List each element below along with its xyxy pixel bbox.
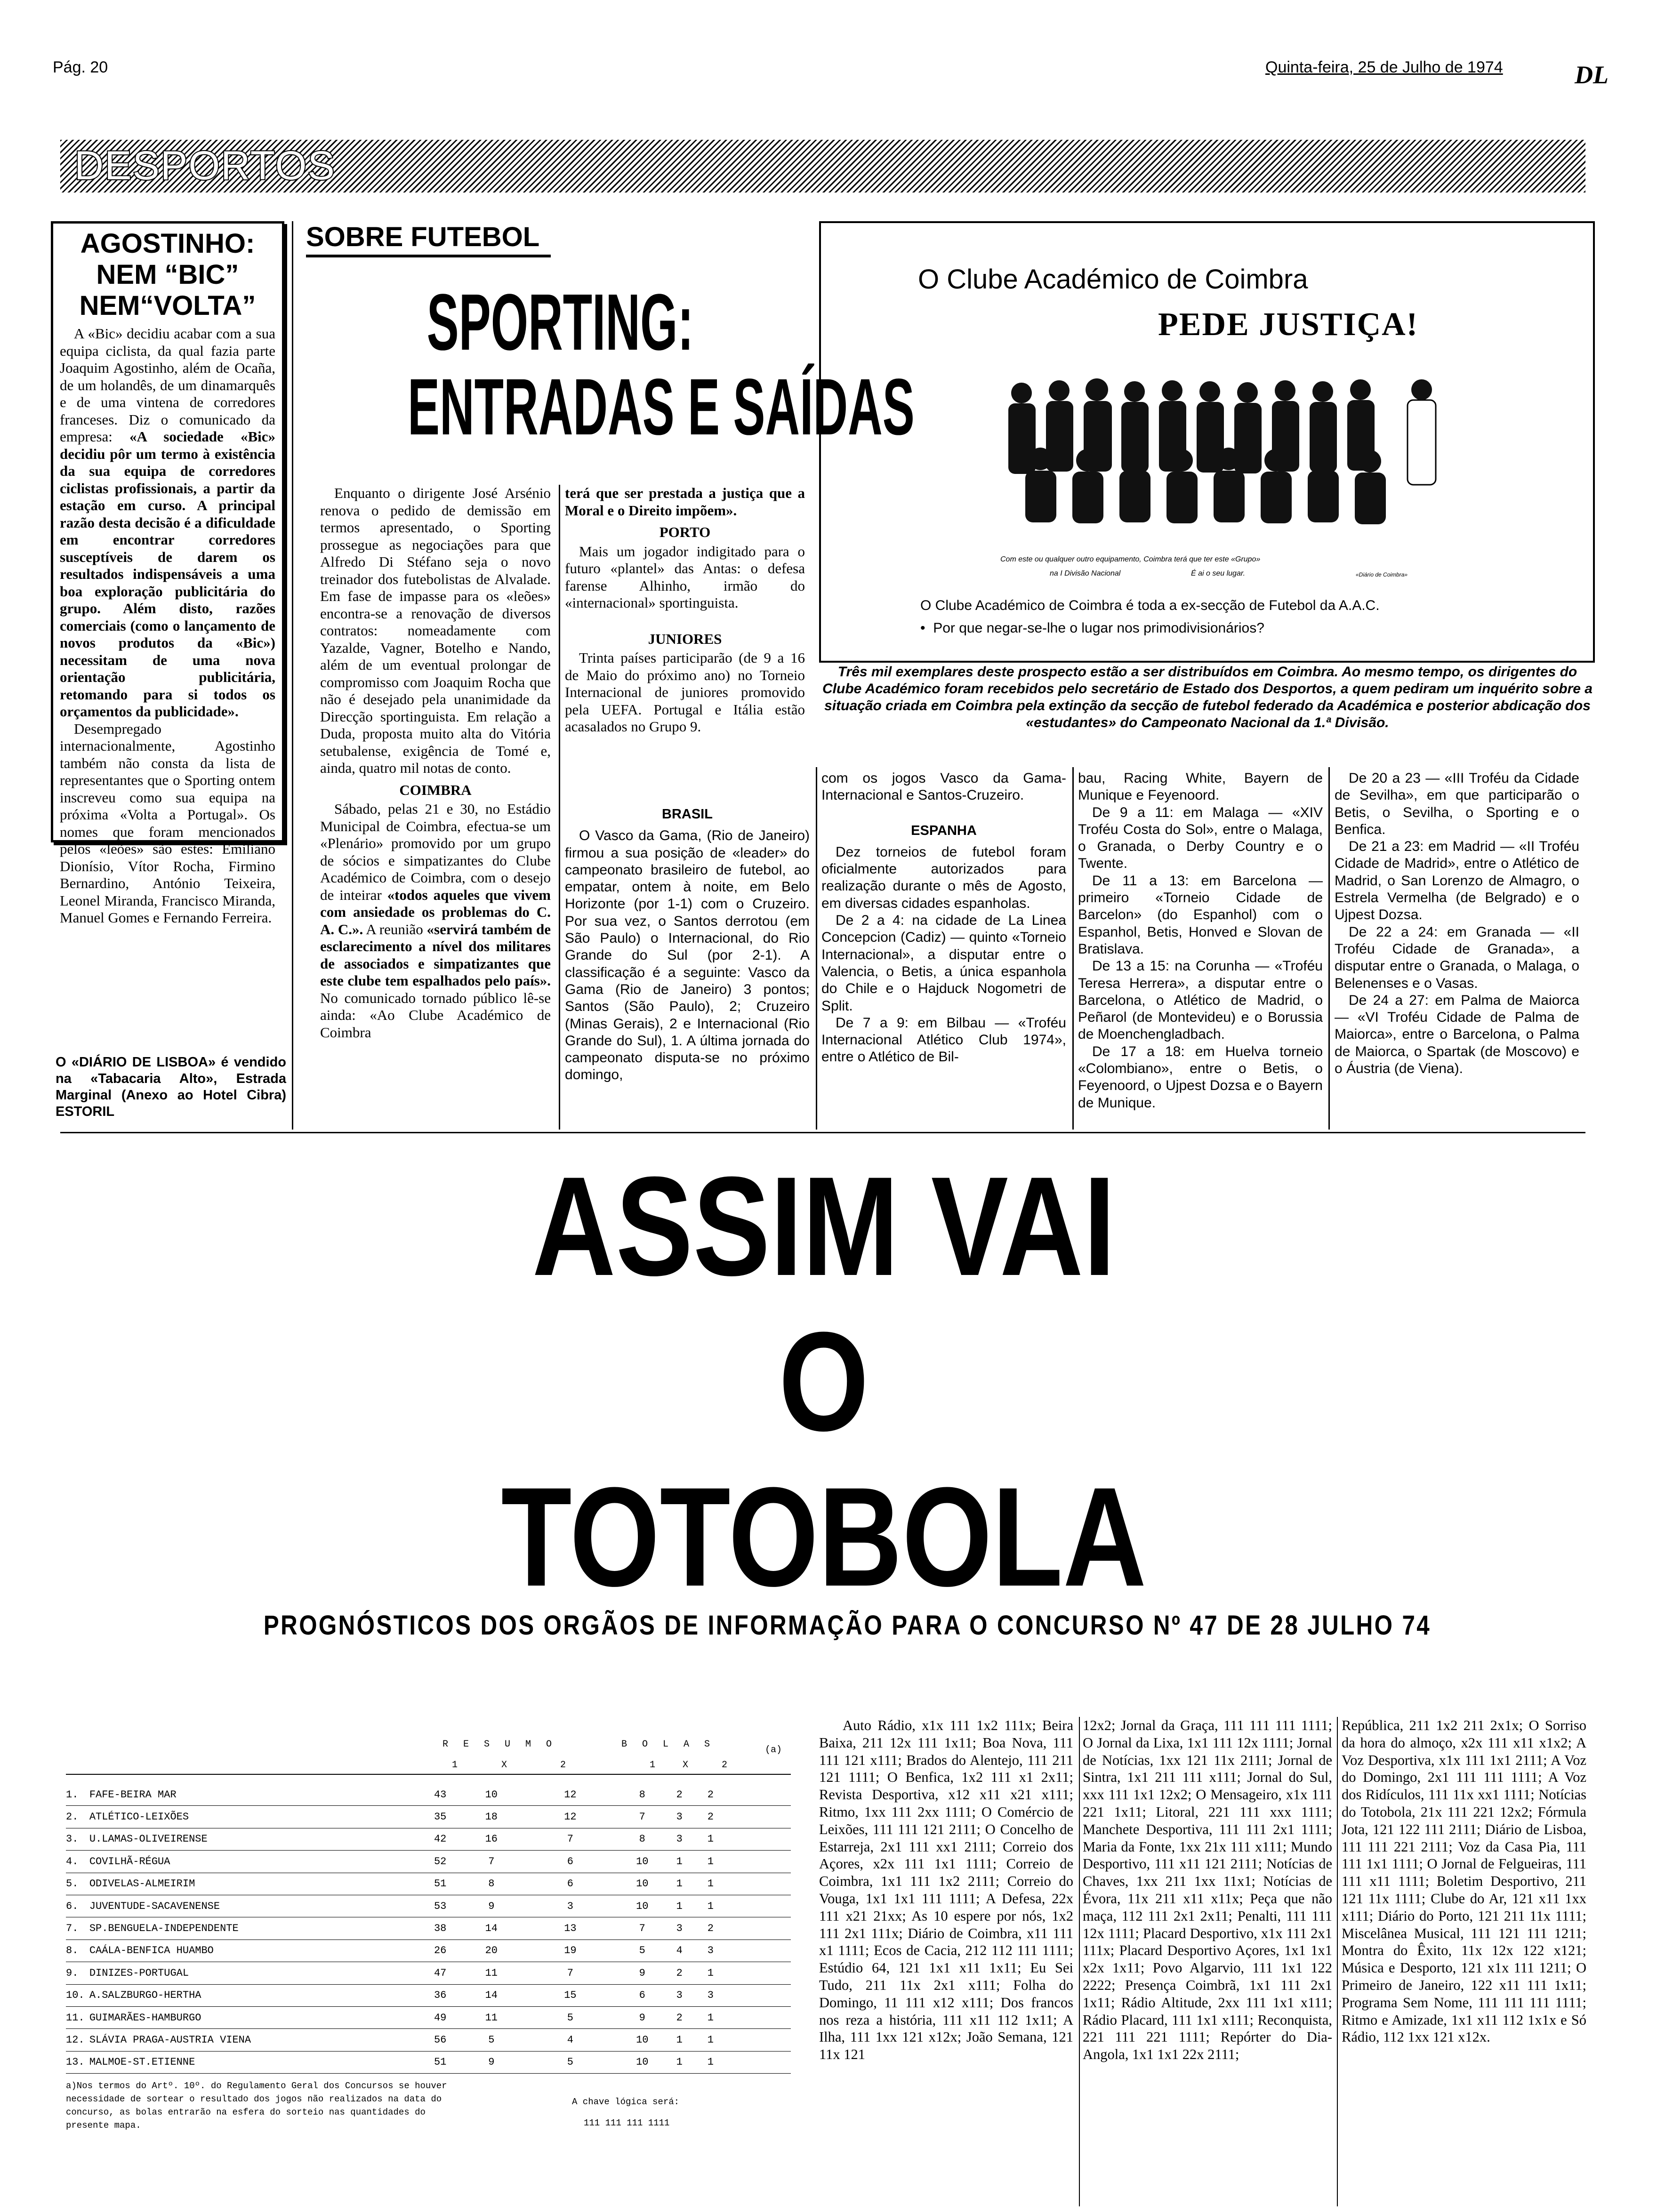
cell-bx: 2	[661, 1784, 698, 1806]
sporting-headline: SPORTING: ENTRADAS E SAÍDAS	[408, 278, 915, 452]
column-rule	[1079, 1717, 1080, 2206]
cell-r2: 5	[517, 2051, 624, 2073]
page-date: Quinta-feira, 25 de Julho de 1974	[1265, 58, 1503, 76]
cell-n: 10.	[66, 1984, 89, 2006]
agostinho-title: AGOSTINHO: NEM “BIC” NEM“VOLTA”	[79, 228, 256, 321]
cell-rx: 10	[466, 1784, 517, 1806]
academica-line-1: O Clube Académico de Coimbra é toda a ex-secção de Futebol da A.A.C.	[920, 598, 1380, 613]
cell-n: 9.	[66, 1962, 89, 1984]
key-label: A chave lógica será:	[572, 2097, 680, 2107]
table-row	[66, 2051, 791, 2073]
cell-bx: 3	[661, 1806, 698, 1828]
cell-b1: 10	[624, 2051, 661, 2073]
cell-b1: 10	[624, 1895, 661, 1917]
results-table	[66, 1784, 791, 2074]
page-number: Pág. 20	[53, 58, 108, 76]
cell-r1: 53	[415, 1895, 466, 1917]
cell-match: GUIMARÃES-HAMBURGO	[89, 2006, 415, 2028]
cell-bx: 3	[661, 1984, 698, 2006]
cell-b2: 2	[698, 1806, 791, 1828]
photo-caption-3: É ai o seu lugar.	[1191, 569, 1246, 577]
cell-b2: 1	[698, 2051, 791, 2073]
cell-r2: 12	[517, 1806, 624, 1828]
cell-b1: 10	[624, 1851, 661, 1873]
table-row	[66, 2029, 791, 2051]
cell-match: DINIZES-PORTUGAL	[89, 1962, 415, 1984]
cell-r1: 52	[415, 1851, 466, 1873]
cell-match: JUVENTUDE-SACAVENENSE	[89, 1895, 415, 1917]
table-row	[66, 1873, 791, 1895]
cell-rx: 14	[466, 1984, 517, 2006]
cell-r1: 43	[415, 1784, 466, 1806]
cell-n: 13.	[66, 2051, 89, 2073]
table-row	[66, 1940, 791, 1962]
cell-bx: 1	[661, 2051, 698, 2073]
cell-bx: 2	[661, 1962, 698, 1984]
cell-bx: 2	[661, 2006, 698, 2028]
cell-b2: 1	[698, 2006, 791, 2028]
cell-r1: 42	[415, 1828, 466, 1850]
table-row	[66, 1917, 791, 1940]
cell-rx: 11	[466, 1962, 517, 1984]
cell-b1: 10	[624, 2029, 661, 2051]
cell-rx: 16	[466, 1828, 517, 1850]
cell-match: ATLÉTICO-LEIXÕES	[89, 1806, 415, 1828]
cell-n: 4.	[66, 1851, 89, 1873]
cell-n: 5.	[66, 1873, 89, 1895]
cell-n: 2.	[66, 1806, 89, 1828]
cell-r1: 35	[415, 1806, 466, 1828]
cell-bx: 1	[661, 2029, 698, 2051]
cell-r1: 51	[415, 2051, 466, 2073]
sporting-col1: Enquanto o dirigente José Arsénio renova o pedido de demissão em termos apresentado, o Sporting prossegue as negociações para que Alfredo Di Stéfano seja o novo treinador dos futebolistas de Alvalade. Em fase de impasse para os «leões» encontra-se a renovação de diversos contratos: nomeadamente com Yazalde, Vagner, Botelho e Nando, além de um eventual prolongar de compromisso com Joaquim Rocha que não é desejado pela unanimidade da Direcção sportinguista. Em relação a Duda, proposta muito alta do Vitória setubalense, exigência de Tomé e, ainda, quatro mil notas de conto. COIMBRA Sábado, pelas 21 e 30, no Estádio Municipal de Coimbra, efectua-se um «Plenário» promovido por um grupo de sócios e simpatizantes do Clube Académico de Coimbra, com o desejo de inteirar «todos aqueles que vivem com ansiedade os problemas do C. A. C.». A reunião «servirá também de esclarecimento a nível dos militares de associados e simpatizantes que este clube tem espalhados pelo país». No comunicado tornado público lê-se ainda: «Ao Clube Académico de Coimbra	[320, 485, 551, 1041]
cell-n: 7.	[66, 1917, 89, 1940]
table-row	[66, 2006, 791, 2028]
prognostics-col3: República, 211 1x2 211 2x1x; O Sorriso da hora do almoço, x2x 111 x11 x1x2; A Voz Desportiva, x1x 111 1x1 2111; A Voz do Domingo, 2x1 111 111 1111; A Voz dos Ridículos, 111 11x xx1 1111; Notícias do Totobola, 21x 111 221 12x2; Fórmula Jota, 121 122 111 2111; Diário de Lisboa, 111 111 221 2111; Voz da Casa Pia, 111 111 1x1 1111; O Jornal de Felgueiras, 111 111 x11 1111; Boletim Desportivo, 211 121 11x 1111; Clube do Ar, 121 x11 1xx x111; Diário do Porto, 121 211 11x 1111; Miscelânea Musical, 111 121 111 1211; Montra do Êxito, 11x 12x 122 x121; Música e Desporto, 121 x1x 111 1211; O Primeiro de Janeiro, 122 x11 111 1x11; Programa Sem Nome, 111 111 111 1111; Ritmo e Amizade, 1x1 x11 112 1x1x e Só Rádio, 112 1xx 121 x12x.	[1342, 1717, 1586, 2045]
prognostics-col1: Auto Rádio, x1x 111 1x2 111x; Beira Baixa, 211 12x 111 1x11; Boa Nova, 111 111 121 x111; Brados do Alentejo, 111 211 121 1111; O Benfica, 1x2 111 x1 2x11; Revista Desportiva, x12 x11 x21 x111; Ritmo, 1xx 111 2xx 1111; O Comércio de Leixões, 111 111 121 2111; O Concelho de Estarreja, 2x1 111 xx1 2111; Correio dos Açores, x2x 111 1x1 1111; Correio de Coimbra, 1x1 111 1x2 2111; Correio do Vouga, 1x1 1x1 111 1111; A Defesa, 22x 111 x21 21xx; As 10 espere por nós, 1x2 111 2x1 111x; Diário de Coimbra, x11 111 x1 1111; Ecos de Cacia, 212 112 111 1111; Estúdio 64, 121 1x1 x11 1x11; Eu Sei Tudo, 211 11x 2x1 x111; Folha do Domingo, 11 111 x12 x111; Dos francos nos reza a história, 111 x11 112 1x11; A Ilha, 111 1xx 121 x12x; João Semana, 121 11x 121	[819, 1717, 1073, 2063]
cell-rx: 20	[466, 1940, 517, 1962]
cell-b2: 1	[698, 2029, 791, 2051]
cell-match: SLÁVIA PRAGA-AUSTRIA VIENA	[89, 2029, 415, 2051]
section-banner	[60, 140, 1585, 192]
cell-n: 3.	[66, 1828, 89, 1850]
cell-r2: 6	[517, 1851, 624, 1873]
table-row	[66, 1984, 791, 2006]
column-rule	[292, 221, 293, 1130]
cell-r2: 7	[517, 1828, 624, 1850]
cell-match: MALMOE-ST.ETIENNE	[89, 2051, 415, 2073]
cell-bx: 4	[661, 1940, 698, 1962]
cell-b1: 8	[624, 1784, 661, 1806]
sporting-col2: terá que ser prestada a justiça que a Moral e o Direito impõem». PORTO Mais um jogador indigitado para o futuro «plantel» das Antas: o defesa farense Alhinho, irmão do «internacional» sportinguista. JUNIORES Trinta países participarão (de 9 a 16 de Maio do próximo ano) no Torneio Internacional de juniores promovido pela UEFA. Portugal e Itália estão acasalados no Grupo 9.	[565, 485, 805, 735]
cell-n: 1.	[66, 1784, 89, 1806]
cell-b1: 5	[624, 1940, 661, 1962]
cell-b1: 6	[624, 1984, 661, 2006]
cell-rx: 9	[466, 2051, 517, 2073]
cell-b1: 9	[624, 1962, 661, 1984]
cell-rx: 7	[466, 1851, 517, 1873]
cell-r2: 15	[517, 1984, 624, 2006]
cell-n: 6.	[66, 1895, 89, 1917]
totobola-subhead: PROGNÓSTICOS DOS ORGÃOS DE INFORMAÇÃO PARA O CONCURSO Nº 47 DE 28 JULHO 74	[263, 1610, 1432, 1641]
cell-r1: 38	[415, 1917, 466, 1940]
cell-rx: 5	[466, 2029, 517, 2051]
cell-b2: 1	[698, 1851, 791, 1873]
table-row	[66, 1851, 791, 1873]
cell-rx: 11	[466, 2006, 517, 2028]
cell-rx: 9	[466, 1895, 517, 1917]
cell-rx: 8	[466, 1873, 517, 1895]
cell-bx: 3	[661, 1917, 698, 1940]
cell-r1: 47	[415, 1962, 466, 1984]
key-value: 111 111 111 1111	[584, 2118, 670, 2128]
newspaper-logo: DL	[1575, 61, 1609, 89]
prognostics-col2: 12x2; Jornal da Graça, 111 111 111 1111; O Jornal da Lixa, 1x1 111 12x 1111; Jornal de Notícias, 1xx 121 11x 2111; Jornal de Sintra, 1x1 211 111 x111; Jornal do Sul, xxx 111 1x1 12x2; O Mensageiro, x1x 111 221 1x11; Litoral, 221 111 xxx 1111; Manchete Desportiva, 111 111 2x1 1111; Maria da Fonte, 1xx 21x 111 x111; Mundo Desportivo, 111 x11 121 2111; Notícias de Chaves, 1xx 211 1xx 11x1; Notícias de Évora, 11x 211 x11 x11x; Peça que não maça, 112 111 2x1 2x11; Penalti, 111 111 12x 1111; Placard Desportivo, x1x 111 2x1 111x; Placard Desportivo Açores, 1x1 1x1 x2x 1x11; Povo Algarvio, 111 1x1 122 2222; Presença Coimbrã, 1x1 111 2x1 1x11; Rádio Altitude, 2xx 111 1x1 x111; Rádio Placard, 111 1x1 x111; Reconquista, 221 111 221 1111; Repórter do Dia-Angola, 1x1 1x1 22x 2111;	[1083, 1717, 1332, 2063]
cell-match: ODIVELAS-ALMEIRIM	[89, 1873, 415, 1895]
agostinho-box	[51, 221, 284, 926]
cell-b2: 3	[698, 1984, 791, 2006]
table-row	[66, 1806, 791, 1828]
column-rule	[1337, 1717, 1338, 2206]
cell-match: SP.BENGUELA-INDEPENDENTE	[89, 1917, 415, 1940]
cell-r2: 12	[517, 1784, 624, 1806]
cell-n: 12.	[66, 2029, 89, 2051]
agostinho-body: A «Bic» decidiu acabar com a sua equipa ciclista, da qual fazia parte Joaquim Agostinho, além de Ocaña, de um holandês, de um dinamarquês e de uma vintena de corredores franceses. Diz o comunicado da empresa: «A sociedade «Bic» decidiu pôr um termo à existência da sua equipa de corredores ciclistas profissionais, a partir da estação em curso. A principal razão desta decisão é a dificuldade em encontrar corredores susceptíveis de darem os resultados indispensáveis a uma boa exploração publicitária do grupo. Além disto, razões comerciais (como o lançamento de novos produtos da «Bic») necessitam de uma nova orientação publicitária, retomando para si todos os orçamentos da publicidade». Desempregado internacionalmente, Agostinho também não consta da lista de representantes que o Sporting ontem inscreveu como sua equipa na próxima «Volta a Portugal». Os nomes que foram mencionados pelos «leões» são estes: Emiliano Dionísio, Vítor Rocha, Firmino Bernardino, António Teixeira, Leonel Miranda, Francisco Miranda, Manuel Gomes e Fernando Ferreira.	[60, 325, 276, 926]
results-footnote: a)Nos termos do Artº. 10º. do Regulamento Geral dos Concursos se houver necessidade de sortear o resultado dos jogos não realizados na data do concurso, as bolas entrarão na esfera do sorteio nas quantidades do presente mapa.	[66, 2081, 447, 2131]
cell-b1: 7	[624, 1806, 661, 1828]
academica-title: O Clube Académico de Coimbra	[918, 264, 1308, 295]
column-rule	[816, 767, 817, 1130]
photo-caption-2: na I Divisão Nacional	[1050, 569, 1121, 577]
cell-b2: 3	[698, 1940, 791, 1962]
cell-r2: 6	[517, 1873, 624, 1895]
cell-b2: 1	[698, 1895, 791, 1917]
academica-line-2: • Por que negar-se-lhe o lugar nos primodivisionários?	[920, 620, 1264, 636]
cell-r2: 7	[517, 1962, 624, 1984]
team-photo-graphic	[979, 358, 1450, 546]
column-rule	[559, 485, 560, 1130]
cell-r1: 56	[415, 2029, 466, 2051]
cell-b2: 1	[698, 1873, 791, 1895]
cell-b2: 1	[698, 1828, 791, 1850]
cell-r2: 3	[517, 1895, 624, 1917]
cell-b2: 2	[698, 1917, 791, 1940]
cell-r1: 49	[415, 2006, 466, 2028]
table-row	[66, 1962, 791, 1984]
column-rule	[1072, 767, 1074, 1130]
totobola-headline: ASSIM VAI O TOTOBOLA	[501, 1147, 1147, 1616]
results-table-wrap	[66, 1784, 791, 2074]
cell-b2: 2	[698, 1784, 791, 1806]
cell-match: U.LAMAS-OLIVEIRENSE	[89, 1828, 415, 1850]
cell-b2: 1	[698, 1962, 791, 1984]
cell-b1: 8	[624, 1828, 661, 1850]
photo-caption-1: Com este ou qualquer outro equipamento, Coimbra terá que ter este «Grupo»	[1000, 555, 1261, 563]
cell-r1: 36	[415, 1984, 466, 2006]
cell-rx: 18	[466, 1806, 517, 1828]
academica-subtitle: PEDE JUSTIÇA!	[1158, 306, 1419, 343]
diario-notice: O «DIÁRIO DE LISBOA» é vendido na «Tabacaria Alto», Estrada Marginal (Anexo ao Hotel Cibra) ESTORIL	[56, 1055, 286, 1119]
academica-caption: Três mil exemplares deste prospecto estão a ser distribuídos em Coimbra. Ao mesmo tempo, os dirigentes do Clube Académico foram recebidos pelo secretário de Estado dos Desportos, a quem pediram um inquérito sobre a situação criada em Coimbra pela extinção da secção de futebol federado da Académica e posterior abdicação dos «estudantes» do Campeonato Nacional da 1.ª Divisão.	[822, 664, 1593, 730]
cell-bx: 3	[661, 1828, 698, 1850]
espanha-col3: De 20 a 23 — «III Troféu da Cidade de Sevilha», em que participarão o Betis, o Sevilha, o Sporting e o Benfica. De 21 a 23: em Madrid — «II Troféu Cidade de Madrid», entre o Atlético de Madrid, o San Lorenzo de Almagro, o Estrela Vermelha (de Belgrado) e o Ujpest Dozsa. De 22 a 24: em Granada — «II Troféu Cidade de Granada», a disputar entre o Granada, o Malaga, o Belenenses e o Vasas. De 24 a 27: em Palma de Maiorca — «VI Troféu Cidade de Palma de Maiorca», entre o Barcelona, o Palma de Maiorca, o Spartak (de Moscovo) e o Áustria (de Viena).	[1335, 770, 1579, 1077]
cell-match: COVILHÃ-RÉGUA	[89, 1851, 415, 1873]
cell-bx: 1	[661, 1873, 698, 1895]
cell-r1: 26	[415, 1940, 466, 1962]
photo-caption-4: «Diário de Coimbra»	[1356, 571, 1408, 578]
team-photo	[979, 358, 1450, 546]
cell-r1: 51	[415, 1873, 466, 1895]
espanha-col2: bau, Racing White, Bayern de Munique e Feyenoord. De 9 a 11: em Malaga — «XIV Troféu Costa do Sol», entre o Malaga, o Granada, o Derby Country e o Twente. De 11 a 13: em Barcelona — primeiro «Torneio Cidade de Barcelon» (do Espanhol) com o Espanhol, Betis, Honved e Slovan de Bratislava. De 13 a 15: na Corunha — «Troféu Teresa Herrera», a disputar entre o Barcelona, o Atlético de Madrid, o Peñarol (de Montevideu) e o Borussia de Moenchengladbach. De 17 a 18: em Huelva torneio «Colombiano», entre o Betis, o Feyenoord, o Ujpest Dozsa e o Bayern de Munique.	[1078, 770, 1323, 1111]
brasil-col: BRASIL O Vasco da Gama, (Rio de Janeiro) firmou a sua posição de «leader» do campeonato brasileiro de futebol, ao empatar, ontem à noite, em Belo Horizonte (por 1-1) com o Cruzeiro. Por sua vez, o Santos derrotou (em São Paulo) o Internacional, do Rio Grande do Sul (por 2-1). A classificação é a seguinte: Vasco da Gama (Rio de Janeiro) 3 pontos; Santos (São Paulo), 2; Cruzeiro (Minas Gerais), 2 e Internacional (Rio Grande do Sul), 1. A última jornada do campeonato disputa-se no próximo domingo,	[565, 807, 810, 1083]
cell-b1: 10	[624, 1873, 661, 1895]
cell-match: FAFE-BEIRA MAR	[89, 1784, 415, 1806]
cell-match: CAÁLA-BENFICA HUAMBO	[89, 1940, 415, 1962]
cell-b1: 7	[624, 1917, 661, 1940]
cell-r2: 4	[517, 2029, 624, 2051]
cell-bx: 1	[661, 1895, 698, 1917]
cell-rx: 14	[466, 1917, 517, 1940]
section-title: DESPORTOS	[74, 143, 336, 188]
espanha-col1: com os jogos Vasco da Gama-Internacional e Santos-Cruzeiro. ESPANHA Dez torneios de futebol foram oficialmente autorizados para realização durante o mês de Agosto, em diversas cidades espanholas. De 2 a 4: na cidade de La Linea Concepcion (Cadiz) — quinto «Torneio Internacional», a disputar entre o Valencia, o Betis, a única espanhola do Chile e o Hajduck Nogometri de Split. De 7 a 9: em Bilbau — «Troféu Internacional Atlético Club 1974», entre o Atlético de Bil-	[821, 770, 1066, 1065]
cell-r2: 5	[517, 2006, 624, 2028]
table-row	[66, 1784, 791, 1806]
table-row	[66, 1828, 791, 1850]
cell-match: A.SALZBURGO-HERTHA	[89, 1984, 415, 2006]
column-rule	[1328, 767, 1330, 1130]
cell-n: 8.	[66, 1940, 89, 1962]
cell-bx: 1	[661, 1851, 698, 1873]
kicker: SOBRE FUTEBOL	[306, 221, 551, 257]
table-row	[66, 1895, 791, 1917]
cell-b1: 9	[624, 2006, 661, 2028]
cell-r2: 13	[517, 1917, 624, 1940]
cell-r2: 19	[517, 1940, 624, 1962]
section-rule	[60, 1132, 1585, 1133]
cell-n: 11.	[66, 2006, 89, 2028]
